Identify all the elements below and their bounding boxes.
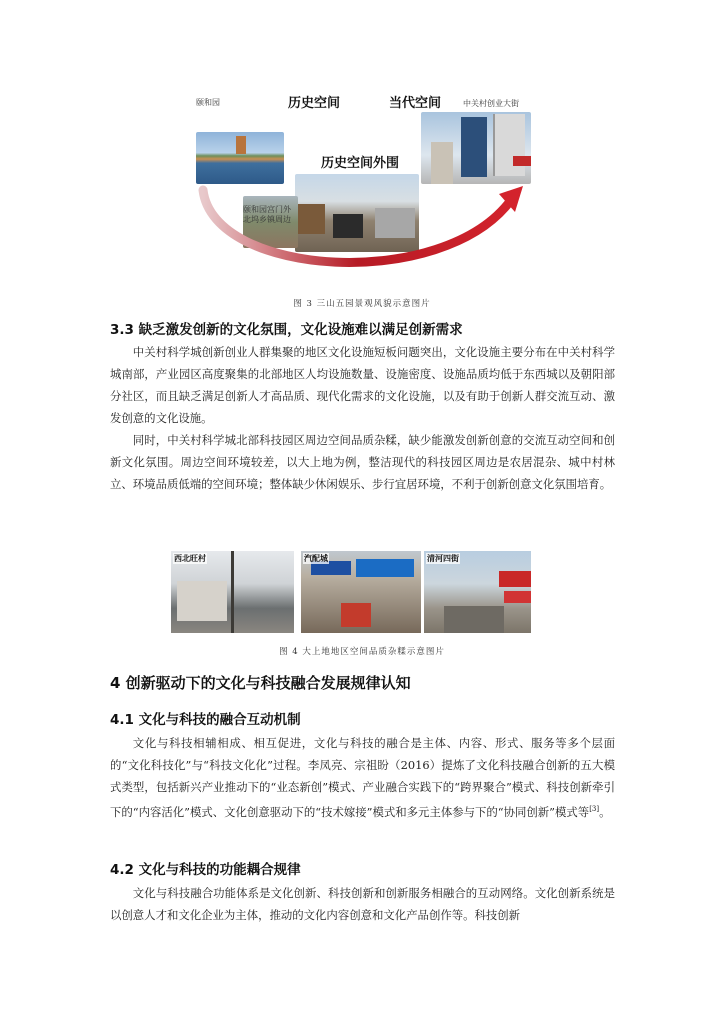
section-4-2-body — [110, 882, 615, 926]
section-4-2-heading: 4.2 文化与科技的功能耦合规律 — [110, 862, 301, 878]
section-4-heading: 4 创新驱动下的文化与科技融合发展规律认知 — [110, 674, 411, 692]
section-4-2-paragraph-1: 文化与科技融合功能体系是文化创新、科技创新和创新服务相融合的互动网络。文化创新系统是以创意人才和文化企业为主体，推动的文化内容创意和文化产品创作等。科技创新 — [110, 886, 615, 922]
figure-3-caption: 图 3 三山五园景观风貌示意图片 — [293, 299, 431, 309]
xibeiwang-label: 西北旺村 — [174, 554, 206, 563]
summer-palace-label: 颐和园 — [196, 98, 220, 107]
figure-4 — [171, 551, 531, 633]
section-4-1-paragraph-text: 文化与科技相辅相成、相互促进，文化与科技的融合是主体、内容、形式、服务等多个层面的“文化科技化”与“科技文化化”过程。李凤亮、宗祖盼（2016）提炼了文化科技融合创新的五大模式类型，包括新兴产业推动下的“业态新创”模式、产业融合实践下的“跨界聚合”模式、科技创新牵引下的“内容活化”模式、文化创意驱动下的“技术嫁接”模式和多元主体参与下的“协同创新”模式等 — [110, 736, 615, 819]
section-4-1-heading: 4.1 文化与科技的融合互动机制 — [110, 712, 301, 728]
qinghe-label: 清河四街 — [427, 554, 459, 563]
progression-arrow-icon — [193, 92, 533, 297]
outer-space-label: 历史空间外围 — [321, 156, 400, 171]
historical-space-label: 历史空间 — [288, 96, 341, 111]
section-3-3-heading: 3.3 缺乏激发创新的文化氛围，文化设施难以满足创新需求 — [110, 322, 463, 338]
section-3-3-paragraph-2: 同时，中关村科学城北部科技园区周边空间品质杂糅，缺少能激发创新创意的交流互动空间和创新文化氛围。周边空间环境较差，以大上地为例，整洁现代的科技园区周边是农居混杂、城中村林立、环境品质低端的空间环境；整体缺少休闲娱乐、步行宜居环境，不利于创新创意文化氛围培育。 — [110, 433, 615, 491]
village-label-1: 颐和园宫门外 — [243, 205, 291, 214]
section-3-3-paragraph-1: 中关村科学城创新创业人群集聚的地区文化设施短板问题突出，文化设施主要分布在中关村科学城南部，产业园区高度聚集的北部地区人均设施数量、设施密度、设施品质均低于东西城以及朝阳部分社区，而且缺乏满足创新人才高品质、现代化需求的文化设施，以及有助于创新人群交流互动、激发创意的文化设施。 — [110, 345, 615, 425]
section-4-1-paragraph-1 — [110, 732, 615, 823]
section-3-3-body — [110, 341, 615, 495]
contemporary-space-label: 当代空间 — [389, 96, 442, 111]
citation-superscript: [3] — [589, 805, 600, 813]
village-label-2: 北坞乡镇周边 — [243, 215, 291, 224]
zgc-street-label: 中关村创业大街 — [463, 99, 519, 108]
figure-3 — [193, 92, 533, 297]
section-4-1-body — [110, 732, 615, 823]
figure-4-caption: 图 4 大上地地区空间品质杂糅示意图片 — [279, 647, 445, 657]
auto-parts-label: 汽配城 — [304, 554, 328, 563]
section-4-1-paragraph-end: 。 — [599, 804, 611, 819]
